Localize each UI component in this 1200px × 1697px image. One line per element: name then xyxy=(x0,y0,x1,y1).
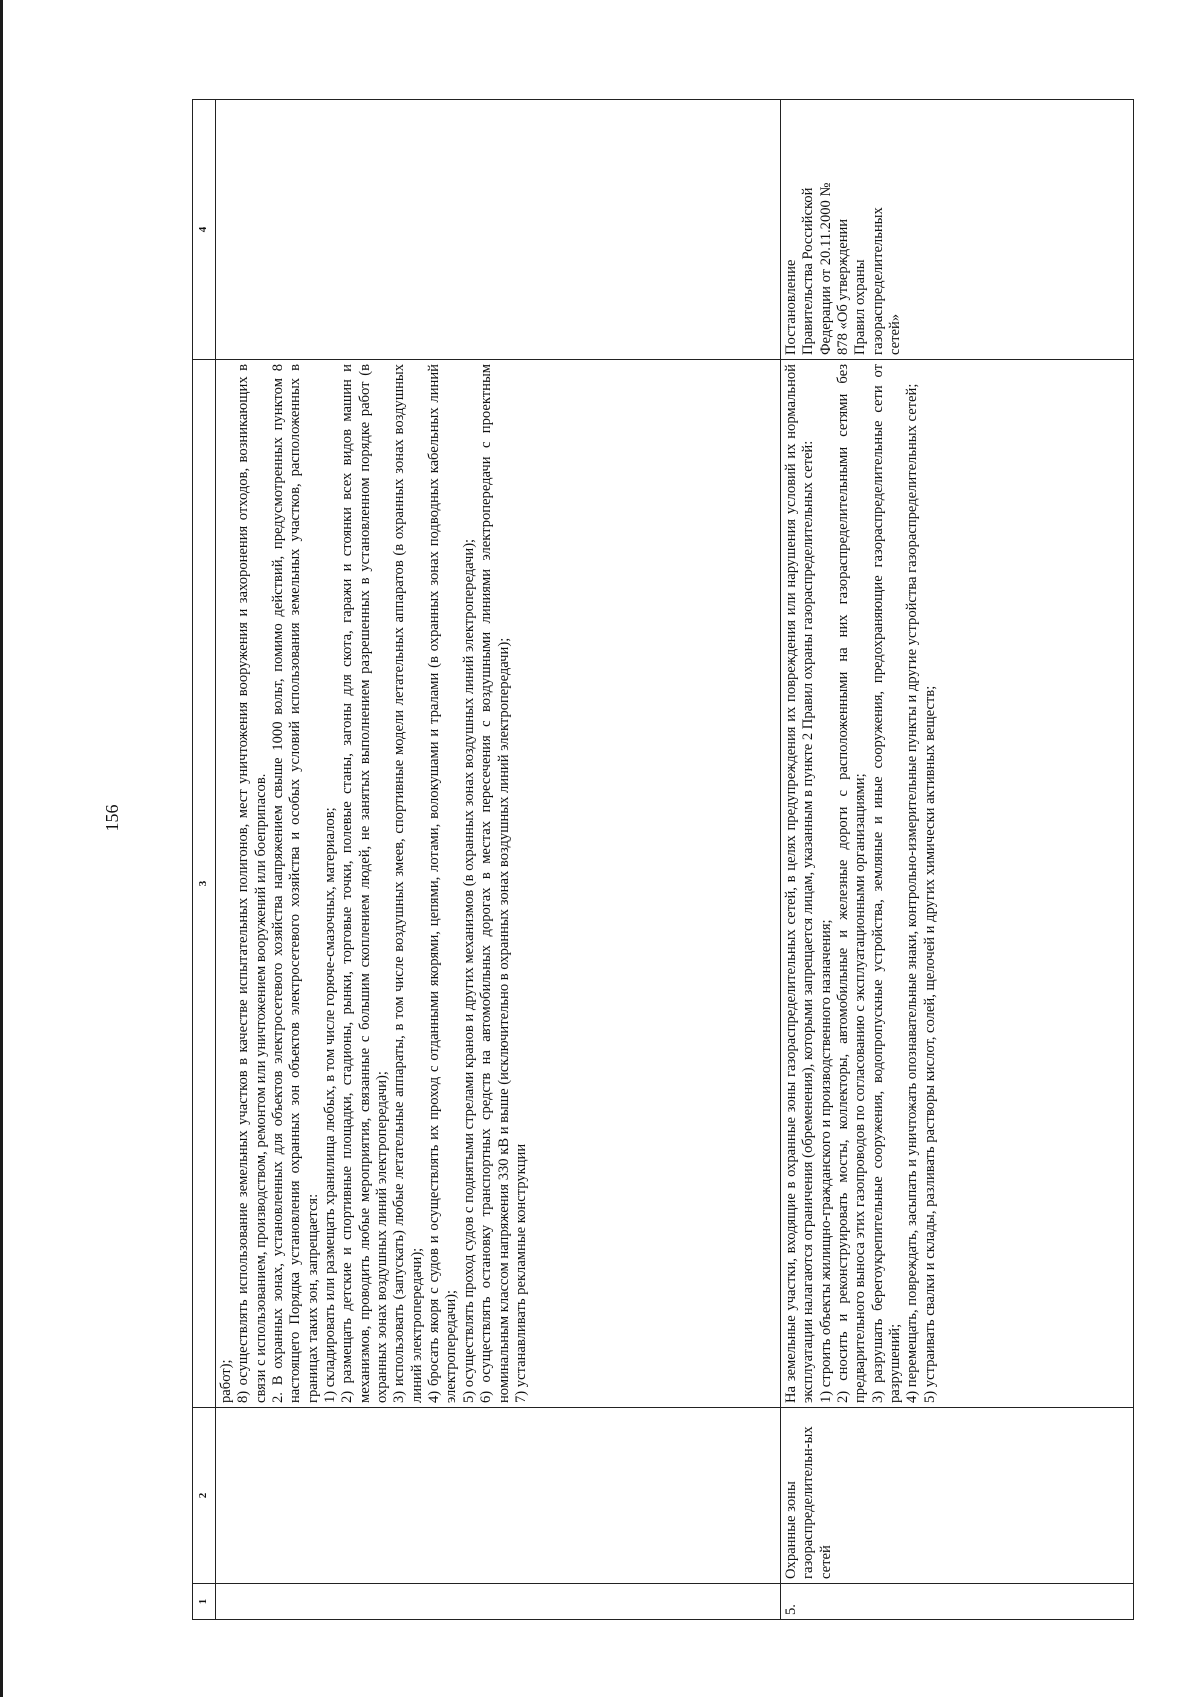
restriction-paragraph: 2) сносить и реконструировать мосты, коллекторы, автомобильные и железные дороги с расположенными на них газораспределительными сетями без предварительного выноса этих газопроводов по согласованию с эксплуатационными организациями; xyxy=(835,364,869,1403)
scan-edge xyxy=(0,0,3,1697)
table-row xyxy=(216,100,781,1620)
zone-name: Охранные зоны газораспределительн-ых сетей xyxy=(781,1408,1134,1584)
restriction-paragraph: 7) устанавливать рекламные конструкции xyxy=(512,1143,529,1403)
restriction-paragraph: 5) осуществлять проход судов с поднятыми стрелами кранов и других механизмов (в охранных зонах воздушных линий электропередачи); xyxy=(460,538,477,1403)
restriction-paragraph: 1) строить объекты жилищно-гражданского и производственного назначения; xyxy=(817,919,834,1403)
restrictions-cell xyxy=(781,360,1134,1408)
header-col-4: 4 xyxy=(193,100,216,360)
legal-basis-line: Федерации от 20.11.2000 № xyxy=(817,182,834,355)
restriction-paragraph: 2. В охранных зонах, установленных для объектов электросетевого хозяйства напряжением свыше 1000 вольт, помимо действий, предусмотренных пунктом 8 настоящего Порядка установления охранных зон объектов электросетевого хозяйства и особых условий использования земельных участков, расположенных в границах таких зон, запрещается: xyxy=(270,364,321,1403)
restriction-paragraph: 2) размещать детские и спортивные площадки, стадионы, рынки, торговые точки, полевые станы, загоны для скота, гаражи и стоянки всех видов машин и механизмов, проводить любые мероприятия, связанные с большим скоплением людей, не занятых выполнением разрешенных в установленном порядке работ (в охранных зонах воздушных линий электропередачи); xyxy=(339,364,391,1403)
header-row xyxy=(193,100,216,1620)
restriction-paragraph: 4) бросать якоря с судов и осуществлять их проход с отданными якорями, цепями, лотами, волокушами и тралами (в охранных зонах подводных кабельных линий электропередачи); xyxy=(426,364,460,1403)
restriction-paragraph: 3) разрушать берегоукрепительные сооружения, водопропускные устройства, земляные и иные сооружения, предохраняющие газораспределительные сети от разрушений; xyxy=(869,364,904,1403)
row-number: 5. xyxy=(781,1584,1134,1620)
restriction-paragraph: 8) осуществлять использование земельных участков в качестве испытательных полигонов, мест уничтожения вооружения и захоронения отходов, возникающих в связи с использованием, производством, ремонтом или уничтожением вооружений или боеприпасов. xyxy=(235,364,269,1403)
regulations-table xyxy=(192,99,1134,1620)
legal-basis-line: Правительства Российской xyxy=(800,187,817,355)
restrictions-cell xyxy=(216,360,781,1408)
page-number: 156 xyxy=(102,804,122,832)
restriction-paragraph: 3) использовать (запускать) любые летательные аппараты, в том числе воздушных змеев, спортивные модели летательных аппаратов (в охранных зонах воздушных линий электропередачи); xyxy=(391,364,425,1403)
restriction-paragraph: работ); xyxy=(218,1359,234,1403)
legal-basis-line: газораспределительных xyxy=(869,207,886,355)
legal-basis-line: Постановление xyxy=(783,259,799,355)
header-col-2: 2 xyxy=(193,1408,216,1584)
restriction-paragraph: На земельные участки, входящие в охранные зоны газораспределительных сетей, в целях предупреждения их повреждения или нарушения условий их нормальной эксплуатации налагаются ограничения (обременения), которыми запрещается лицам, указанным в пункте 2 Правил охраны газораспределительных сетей: xyxy=(783,364,817,1403)
legal-basis-line: сетей» xyxy=(887,313,904,355)
legal-basis xyxy=(216,100,781,360)
legal-basis-line: Правил охраны xyxy=(852,259,869,355)
zone-name xyxy=(216,1408,781,1584)
table-row xyxy=(781,100,1134,1620)
header-col-3: 3 xyxy=(193,360,216,1408)
header-col-1: 1 xyxy=(193,1584,216,1620)
legal-basis xyxy=(781,100,1134,360)
restriction-paragraph: 1) складировать или размещать хранилища любых, в том числе горюче-смазочных, материалов; xyxy=(322,807,339,1403)
restriction-paragraph: 6) осуществлять остановку транспортных средств на автомобильных дорогах в местах пересечения с воздушными линиями электропередачи с проектным номинальным классом напряжения 330 кВ и выше (исключительно в охранных зонах воздушных линий электропередачи); xyxy=(478,364,512,1403)
restriction-paragraph: 4) перемещать, повреждать, засыпать и уничтожать опознавательные знаки, контрольно-измерительные пункты и другие устройства газораспределительных сетей; xyxy=(904,383,921,1403)
legal-basis-line: 878 «Об утверждении xyxy=(835,218,852,355)
restriction-paragraph: 5) устраивать свалки и склады, разливать растворы кислот, солей, щелочей и других химически активных веществ; xyxy=(921,685,938,1403)
rotated-table-wrapper xyxy=(192,100,1120,1620)
row-number xyxy=(216,1584,781,1620)
